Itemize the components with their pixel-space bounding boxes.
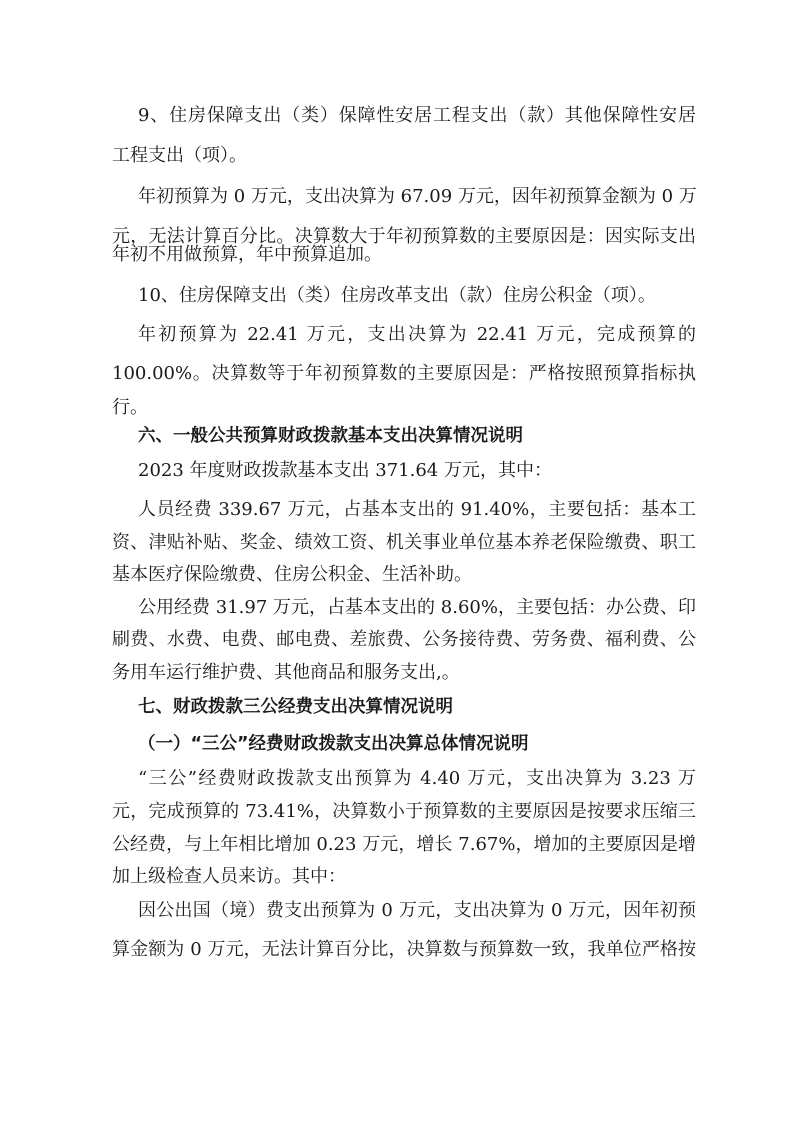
- paragraph-line: 元，无法计算百分比。决算数大于年初预算数的主要原因是：因实际支出: [112, 226, 696, 247]
- paragraph-line: “三公”经费财政拨款支出预算为 4.40 万元，支出决算为 3.23 万: [138, 768, 696, 789]
- paragraph-line: 刷费、水费、电费、邮电费、差旅费、公务接待费、劳务费、福利费、公: [112, 629, 696, 650]
- paragraph-line: 算金额为 0 万元，无法计算百分比，决算数与预算数一致，我单位严格按: [112, 939, 696, 960]
- paragraph-line: 人员经费 339.67 万元，占基本支出的 91.40%，主要包括：基本工: [138, 499, 696, 520]
- paragraph-line: 因公出国（境）费支出预算为 0 万元，支出决算为 0 万元，因年初预: [138, 900, 696, 921]
- paragraph-line: 2023 年度财政拨款基本支出 371.64 万元，其中：: [138, 460, 552, 481]
- paragraph-line: 资、津贴补贴、奖金、绩效工资、机关事业单位基本养老保险缴费、职工: [112, 532, 696, 553]
- paragraph-line: 年初不用做预算，年中预算追加。: [112, 244, 382, 265]
- paragraph-line: 加上级检查人员来访。其中：: [112, 866, 346, 887]
- paragraph-line: 工程支出（项）。: [112, 145, 247, 166]
- section-heading: 六、一般公共预算财政拨款基本支出决算情况说明: [138, 426, 523, 446]
- paragraph-line: 100.00%。决算数等于年初预算数的主要原因是：严格按照预算指标执: [112, 363, 696, 384]
- paragraph-line: 年初预算为 0 万元，支出决算为 67.09 万元，因年初预算金额为 0 万: [138, 186, 697, 207]
- paragraph-line: 元，完成预算的 73.41%，决算数小于预算数的主要原因是按要求压缩三: [112, 801, 696, 822]
- paragraph-line: 公经费，与上年相比增加 0.23 万元，增长 7.67%，增加的主要原因是增: [112, 834, 696, 855]
- paragraph-line: 9、住房保障支出（类）保障性安居工程支出（款）其他保障性安居: [138, 105, 696, 126]
- paragraph-line: 年初预算为 22.41 万元，支出决算为 22.41 万元，完成预算的: [138, 324, 696, 345]
- paragraph-line: 基本医疗保险缴费、住房公积金、生活补助。: [112, 564, 472, 585]
- paragraph-line: 行。: [112, 397, 148, 418]
- paragraph-line: 公用经费 31.97 万元，占基本支出的 8.60%，主要包括：办公费、印: [138, 597, 696, 618]
- paragraph-line: 务用车运行维护费、其他商品和服务支出,。: [112, 662, 460, 683]
- section-heading: 七、财政拨款三公经费支出决算情况说明: [138, 697, 453, 717]
- paragraph-line: 10、住房保障支出（类）住房改革支出（款）住房公积金（项）。: [138, 285, 656, 306]
- subsection-heading: （一）“三公”经费财政拨款支出决算总体情况说明: [138, 734, 529, 754]
